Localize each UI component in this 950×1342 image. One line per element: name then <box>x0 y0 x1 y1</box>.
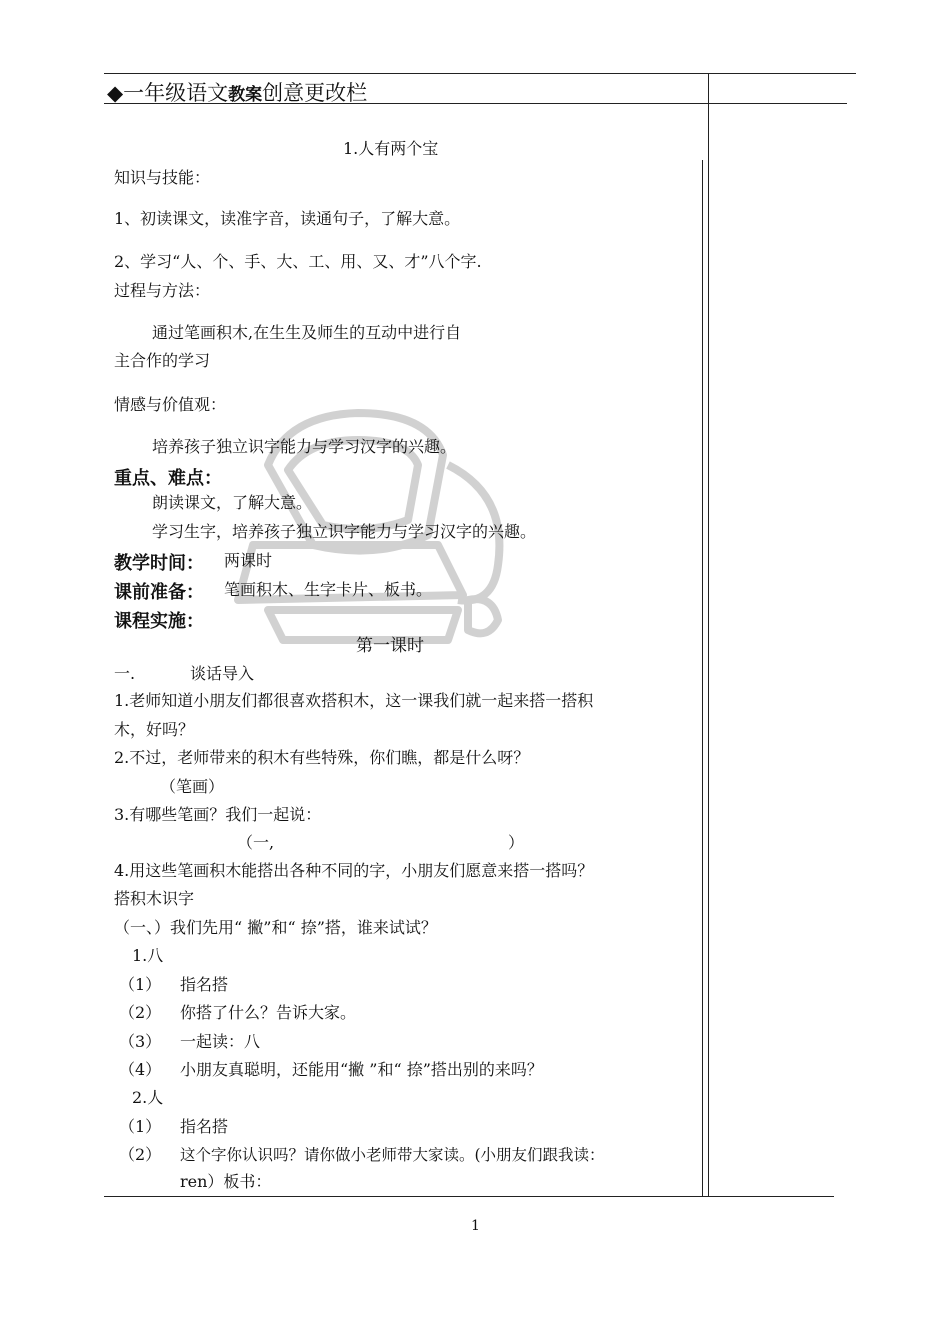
section-one-number: 一. <box>114 664 136 683</box>
emotion-heading: 情感与价值观： <box>114 395 227 414</box>
header-suffix: 创意更改栏 <box>262 81 368 105</box>
header-bold-word: 教案 <box>228 85 263 105</box>
knowledge-heading: 知识与技能： <box>114 168 211 187</box>
preparation-value: 笔画积木、生字卡片、板书。 <box>224 580 433 599</box>
process-text-line-2: 主合作的学习 <box>114 351 211 370</box>
step-1-line-1: 1.老师知道小朋友们都很喜欢搭积木，这一课我们就一起来搭一搭积 <box>114 691 594 710</box>
preparation-label: 课前准备： <box>114 582 204 603</box>
section-two-intro: （一、）我们先用“ 撇”和“ 捺”搭，谁来试试？ <box>114 918 437 937</box>
key-point-1: 朗读课文，了解大意。 <box>152 493 313 512</box>
step-1-line-2: 木，好吗？ <box>114 720 195 739</box>
step-3: 3.有哪些笔画？我们一起说： <box>114 805 322 824</box>
implementation-label: 课程实施： <box>114 611 204 632</box>
step-2: 2.不过，老师带来的积木有些特殊，你们瞧，都是什么呀？ <box>114 748 530 767</box>
page-header <box>107 77 367 107</box>
ba-step-4-number: （4） <box>119 1060 162 1079</box>
step-2-answer: （笔画） <box>160 777 225 796</box>
column-divider-outer <box>708 73 709 1197</box>
column-divider-inner <box>702 160 703 1197</box>
key-points-heading: 重点、难点： <box>114 468 222 489</box>
key-point-2: 学习生字，培养孩子独立识字能力与学习汉字的兴趣。 <box>152 522 537 541</box>
step-4: 4.用这些笔画积木能搭出各种不同的字，小朋友们愿意来搭一搭吗？ <box>114 861 594 880</box>
ba-step-3: 一起读：八 <box>180 1032 261 1051</box>
char-ren-heading: 2.人 <box>132 1088 164 1107</box>
ba-step-1-number: （1） <box>119 975 162 994</box>
ren-step-2-line-1: 这个字你认识吗？请你做小老师带大家读。(小朋友们跟我读： <box>180 1146 605 1164</box>
teaching-time-value: 两课时 <box>224 551 273 570</box>
knowledge-item-2: 2、学习“人、个、手、大、工、用、又、才”八个字. <box>114 252 482 271</box>
step-3-close-paren: ） <box>508 833 525 852</box>
emotion-text: 培养孩子独立识字能力与学习汉字的兴趣。 <box>152 437 457 456</box>
table-bottom-rule <box>104 1196 834 1197</box>
ren-step-2-line-2: ren）板书： <box>180 1172 272 1191</box>
teaching-time-label: 教学时间： <box>114 553 204 574</box>
header-top-rule <box>104 73 856 74</box>
process-text-line-1: 通过笔画积木,在生生及师生的互动中进行自 <box>152 323 462 342</box>
lesson-title: 1.人有两个宝 <box>343 139 439 158</box>
period-heading: 第一课时 <box>356 636 424 656</box>
ren-step-2-number: （2） <box>119 1145 162 1164</box>
ren-step-1: 指名搭 <box>180 1117 229 1136</box>
knowledge-item-1: 1、初读课文，读准字音，读通句子，了解大意。 <box>114 209 461 228</box>
diamond-bullet: ◆ <box>107 81 124 105</box>
ren-step-1-number: （1） <box>119 1117 162 1136</box>
ba-step-1: 指名搭 <box>180 975 229 994</box>
ba-step-2: 你搭了什么？告诉大家。 <box>180 1003 357 1022</box>
ba-step-2-number: （2） <box>119 1003 162 1022</box>
header-prefix: 一年级语文 <box>123 81 229 105</box>
section-two-title: 搭积木识字 <box>114 889 195 908</box>
section-one-title: 谈话导入 <box>190 664 255 683</box>
page-number: 1 <box>471 1218 480 1234</box>
ba-step-4: 小朋友真聪明，还能用“撇 ”和“ 捺”搭出别的来吗？ <box>180 1060 543 1079</box>
char-ba-heading: 1.八 <box>132 946 164 965</box>
ba-step-3-number: （3） <box>119 1032 162 1051</box>
process-heading: 过程与方法： <box>114 281 211 300</box>
step-3-open-paren: （一, <box>237 833 275 852</box>
